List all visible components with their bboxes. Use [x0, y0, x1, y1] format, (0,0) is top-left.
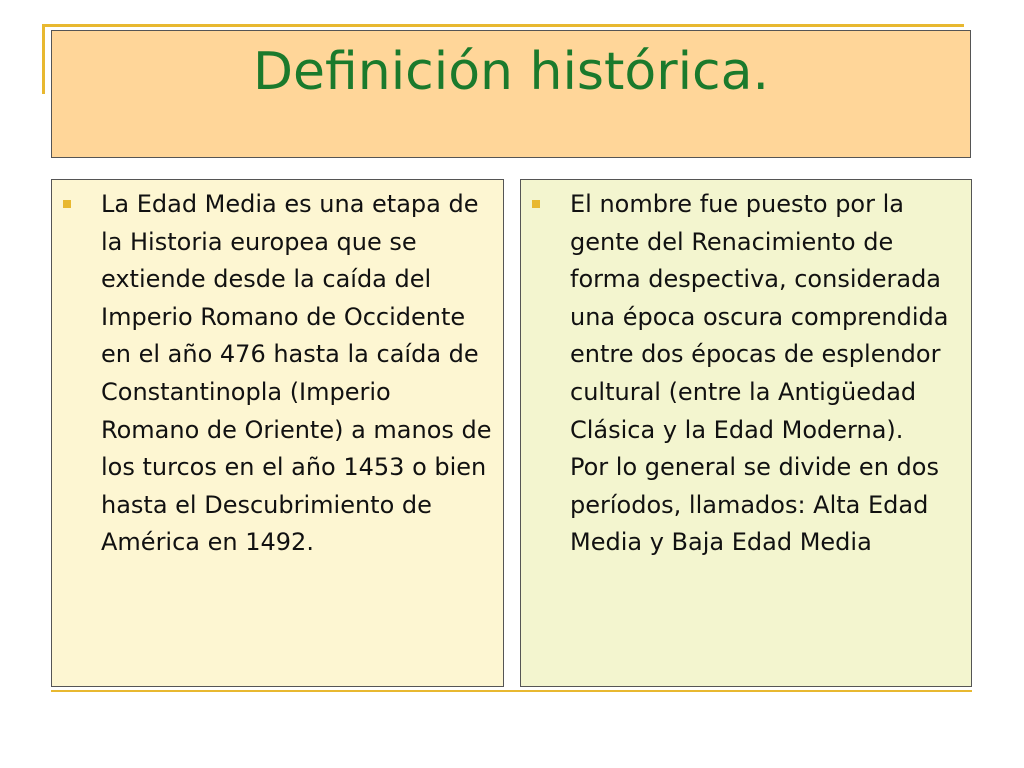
decorative-left-line [42, 24, 45, 94]
slide-title: Definición histórica. [252, 42, 770, 102]
left-content-panel [51, 179, 504, 687]
right-content-panel [520, 179, 972, 687]
right-panel-paragraph-1: El nombre fue puesto por la gente del Renacimiento de forma despectiva, considerada una época oscura comprendida entre dos épocas de esplendor cultural (entre la Antigüedad Clásica y la Edad Moderna). [570, 190, 949, 444]
right-panel-text [570, 186, 963, 562]
left-panel-text [101, 186, 495, 562]
title-box [51, 30, 971, 158]
decorative-bottom-line [51, 690, 972, 692]
decorative-top-line [42, 24, 964, 27]
square-bullet-icon [532, 200, 540, 208]
left-panel-paragraph: La Edad Media es una etapa de la Historia europea que se extiende desde la caída del Imperio Romano de Occidente en el año 476 hasta la caída de Constantinopla (Imperio Romano de Oriente) a manos de los turcos en el año 1453 o bien hasta el Descubrimiento de América en 1492. [101, 190, 492, 557]
square-bullet-icon [63, 200, 71, 208]
right-panel-paragraph-2: Por lo general se divide en dos períodos, llamados: Alta Edad Media y Baja Edad Media [570, 453, 939, 557]
